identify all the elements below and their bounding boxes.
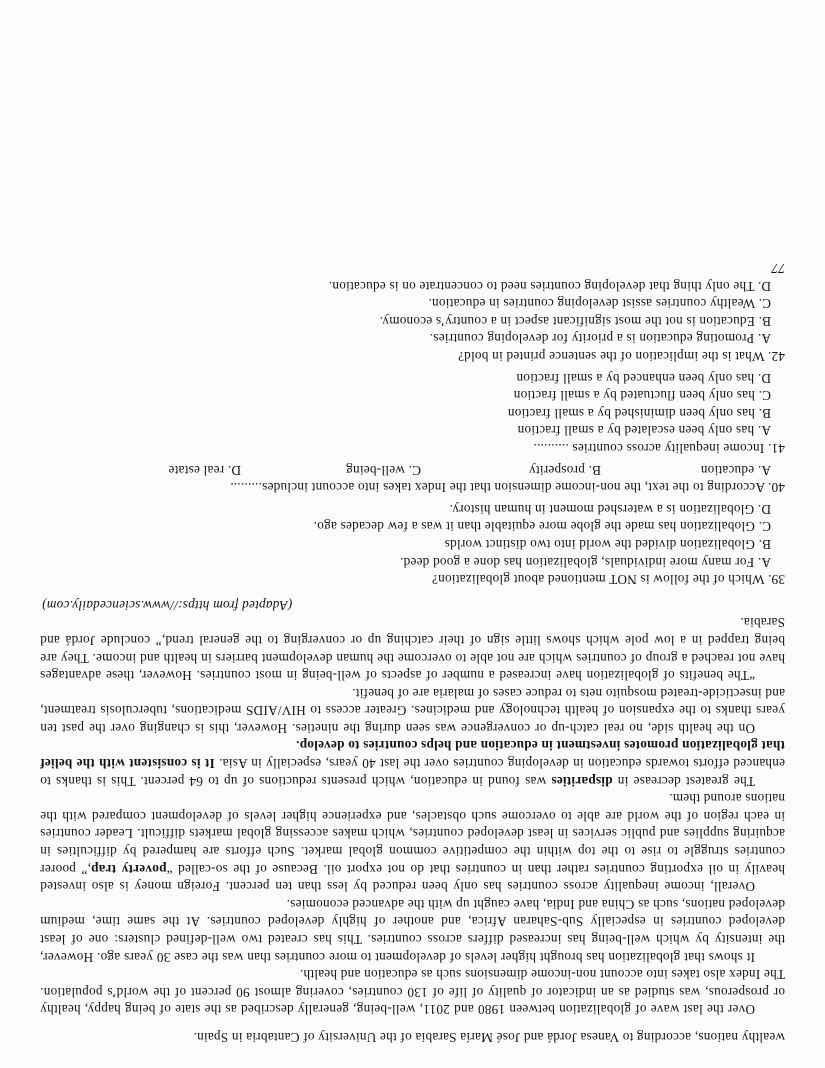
option-d: D. has only been enhanced by a small fraction [516,370,771,386]
option-b: B. prosperity [528,462,601,478]
paragraph-4 [40,737,785,790]
option-a: A. For many more individuals, globalization has done a good deed. [399,554,771,570]
question-stem: 42. What is the implication of the sentence printed in bold? [457,349,785,365]
option-a: A. education [700,462,771,478]
paragraph-5: On the health side, no real catch-up or convergence was seen during the nineties. However, this is changing over the past ten years thanks to the expansion of health technology and medicines. Greater access to HIV/AIDS medications, tuberculosis treatment, and insecticide-treated mosquito nets to reduce cases of malaria are of benefit. [40,685,785,736]
page-number: 77 [771,261,785,277]
poverty-trap-term: poverty trap [90,861,167,877]
option-b: B. Education is not the most significant aspect in a country’s economy. [379,313,771,329]
option-b: B. Globalization divided the world into two distinct worlds [444,536,771,552]
paragraph-3-part-b: ,” poorer countries struggle to rise to the top within the competitive common global market. Such efforts are hampered by difficulties in acquiring supplies and public services in least developed countries, which makes accessing global markets difficult. Leader countries in each region of the world are able to overcome such obstacles, and experience higher levels of development compared with the nations around them. [40,791,785,877]
option-c: C. Wealthy countries assist developing countries in education. [428,296,771,312]
source-citation: (Adapted from https://www.sciencedaily.com) [42,597,293,613]
option-d: D. Globalization is a watershed moment in human history. [449,501,771,517]
option-c: C. well-being [345,462,421,478]
question-stem: 40. According to the text, the non-income dimension that the Index takes into account includes......... [230,480,785,496]
disparities-term: disparities [551,773,613,789]
paragraph-3 [40,790,785,896]
option-d: D. The only thing that developing countries need to concentrate on is education. [328,278,771,294]
question-40 [40,461,785,496]
bold-sentence: It is consistent with the belief that globalization promotes investment in education and helps countries to develop. [40,738,785,772]
paragraph-1: Over the last wave of globalization between 1980 and 2011, well-being, generally described as the state of being happy, healthy or prosperous, was studied as an indicator of quality of life of 130 countries, covering almost 90 percent of the world’s population. The Index also takes into account non-income dimensions such as education and health. [40,967,785,1018]
question-stem: 39. Which of the follow is NOT mentioned about globalization? [431,572,785,588]
question-42 [40,277,785,365]
question-stem: 41. Income inequality across countries .......... [533,441,785,456]
paragraph-4-part-b: was found in education, which presents reductions of up to 64 percent. This is thanks to enhanced efforts towards education in developing countries over the last 40 years, especially in Asia. [40,756,785,789]
reading-passage [40,259,785,1046]
option-a: A. has only been escalated by a small fraction [517,423,771,439]
options-row [40,461,785,479]
option-c: C. Globalization has made the globe more equitable than it was a few decades ago. [313,519,771,535]
passage-intro: wealthy nations, according to Vanesa Jordá and José María Sarabia of the University of Cantabria in Spain. [193,1030,785,1045]
option-a: A. Promoting education is a priority for developing countries. [429,331,771,347]
question-39 [40,500,785,588]
paragraph-3-part-a: Overall, income inequality across countries has only been reduced by less than ten percent. Foreign money is also invested heavily in oil exporting countries rather than in countries that do not export oil. Because of the so-called “ [40,861,785,895]
paragraph-2: It shows that globalization has brought higher levels of development to more countries than was the case 30 years ago. However, the intensity by which well-being has increased differs across countries. This has created two well-defined clusters: one of least developed countries in especially Sub-Saharan Africa, and another of highly developed countries. At the same time, medium developed nations, such as China and India, have caught up with the advanced economies. [40,896,785,965]
option-b: B. has only been diminished by a small fraction [507,405,771,421]
option-d: D. real estate [168,462,241,478]
question-41 [40,369,785,457]
paragraph-4-part-a: The greatest decrease in [612,773,755,789]
paragraph-6: “The benefits of globalization have increased a number of aspects of well-being in most countries. However, these advantages have not reached a group of countries which are not able to overcome the human development barriers in health and income. They are being trapped in a low pole which shows little sign of their catching up or converging to the general trend,” conclude Jordá and Sarabia. [40,615,785,684]
option-c: C. has only been fluctuated by a small fraction [513,388,771,404]
